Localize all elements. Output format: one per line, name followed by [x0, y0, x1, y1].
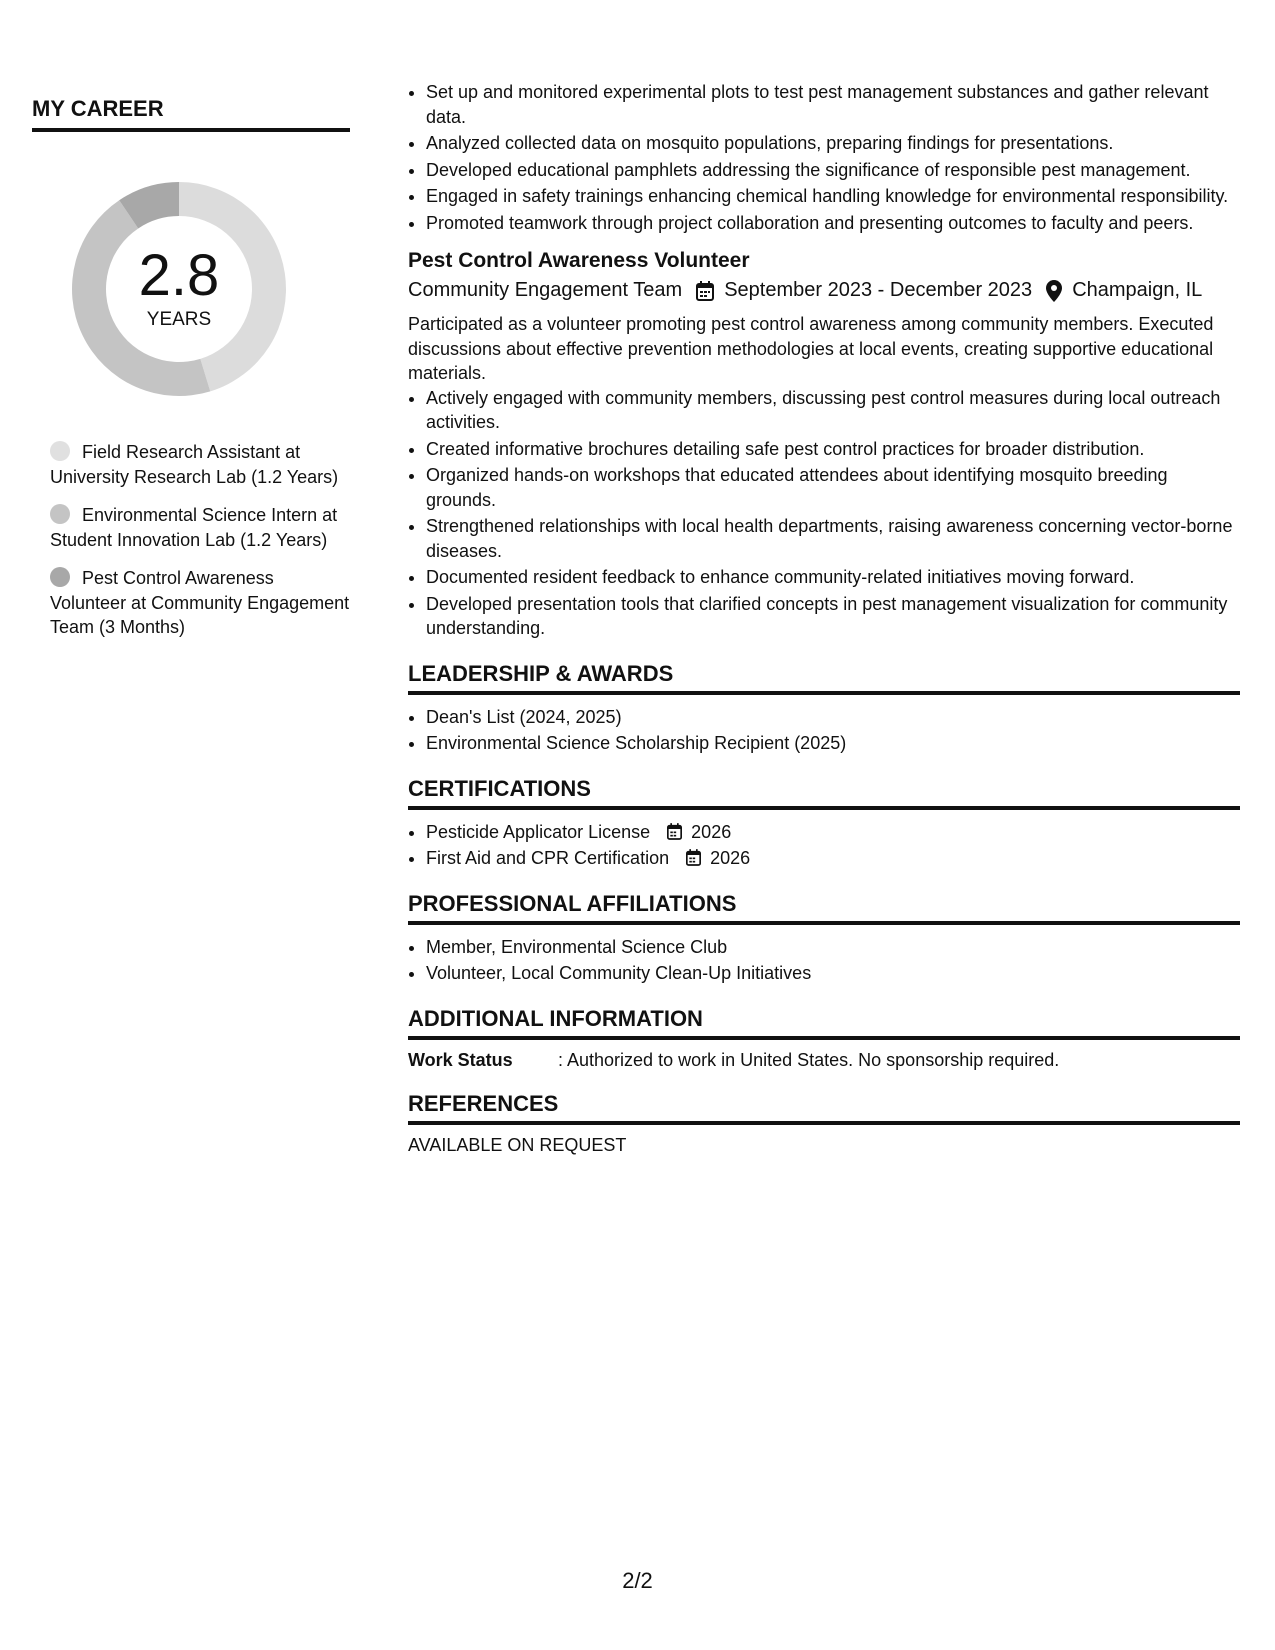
- certifications-heading: CERTIFICATIONS: [408, 776, 1240, 810]
- career-legend: [50, 440, 350, 640]
- list-item: • Developed presentation tools that clarified concepts in pest management visualization for community understanding.: [426, 592, 1240, 641]
- job-bullets: [408, 386, 1240, 641]
- certifications-list: [408, 820, 1240, 871]
- legend-item: [50, 503, 350, 552]
- references-heading: REFERENCES: [408, 1091, 1240, 1125]
- calendar-icon: [686, 849, 701, 866]
- total-years-unit: YEARS: [146, 309, 212, 330]
- affiliations-heading: PROFESSIONAL AFFILIATIONS: [408, 891, 1240, 925]
- list-item: [426, 820, 1240, 845]
- cert-year: 2026: [710, 848, 751, 868]
- list-item: • Volunteer, Local Community Clean-Up Initiatives: [426, 961, 1240, 986]
- references-text: AVAILABLE ON REQUEST: [408, 1134, 627, 1155]
- list-item: • Dean's List (2024, 2025): [426, 705, 1240, 730]
- list-item: • Promoted teamwork through project collaboration and presenting outcomes to faculty and peers.: [426, 211, 1240, 236]
- work-status-row: [408, 1050, 1240, 1071]
- cert-year: 2026: [691, 821, 732, 842]
- legend-dot: [50, 441, 70, 461]
- legend-label: Field Research Assistant at University Research Lab (1.2 Years): [50, 442, 339, 487]
- legend-dot: [50, 567, 70, 587]
- leadership-section: [408, 661, 1240, 756]
- affiliations-list: [408, 935, 1240, 986]
- legend-item: [50, 566, 350, 640]
- list-item: • Set up and monitored experimental plots to test pest management substances and gather relevant data.: [426, 80, 1240, 129]
- page-number: 2/2: [622, 1568, 653, 1593]
- work-status-value: : Authorized to work in United States. No sponsorship required.: [558, 1049, 1060, 1070]
- list-item: • Documented resident feedback to enhance community-related initiatives moving forward.: [426, 565, 1240, 590]
- job-dates: September 2023 - December 2023: [724, 279, 1033, 301]
- location-pin-icon: [1046, 280, 1062, 302]
- career-heading: MY CAREER: [32, 96, 350, 132]
- list-item: • Engaged in safety trainings enhancing chemical handling knowledge for environmental responsibility.: [426, 184, 1240, 209]
- list-item: • Developed educational pamphlets addressing the significance of responsible pest management.: [426, 158, 1240, 183]
- legend-label: Pest Control Awareness Volunteer at Community Engagement Team (3 Months): [50, 568, 350, 637]
- total-years-value: 2.8: [138, 243, 220, 308]
- list-item: • Environmental Science Scholarship Recipient (2025): [426, 731, 1240, 756]
- donut-center: [64, 174, 294, 404]
- cert-name: Pesticide Applicator License: [426, 821, 651, 842]
- list-item: • Organized hands-on workshops that educated attendees about identifying mosquito breeding grounds.: [426, 463, 1240, 512]
- list-item: • Actively engaged with community members, discussing pest control measures during local outreach activities.: [426, 386, 1240, 435]
- main-content: [408, 80, 1240, 1156]
- list-item: [426, 846, 1240, 871]
- certifications-section: [408, 776, 1240, 871]
- references-section: [408, 1091, 1240, 1156]
- leadership-list: [408, 705, 1240, 756]
- legend-dot: [50, 504, 70, 524]
- legend-label: Environmental Science Intern at Student Innovation Lab (1.2 Years): [50, 505, 338, 550]
- work-status-label: Work Status: [408, 1049, 513, 1070]
- calendar-icon: [696, 281, 714, 301]
- additional-heading: ADDITIONAL INFORMATION: [408, 1006, 1240, 1040]
- list-item: • Analyzed collected data on mosquito populations, preparing findings for presentations.: [426, 131, 1240, 156]
- job-description: Participated as a volunteer promoting pest control awareness among community members. Executed discussions about effective prevention methodologies at local events, creating supportive educational materials.: [408, 314, 1214, 383]
- additional-section: [408, 1006, 1240, 1071]
- legend-item: [50, 440, 350, 489]
- leadership-heading: LEADERSHIP & AWARDS: [408, 661, 1240, 695]
- cert-name: First Aid and CPR Certification: [426, 848, 670, 868]
- list-item: • Member, Environmental Science Club: [426, 935, 1240, 960]
- career-donut-chart: [64, 174, 294, 404]
- calendar-icon: [667, 823, 682, 840]
- experience-bullets: [408, 80, 1240, 235]
- job-meta: [408, 279, 1240, 302]
- list-item: • Strengthened relationships with local health departments, raising awareness concerning vector-borne diseases.: [426, 514, 1240, 563]
- list-item: • Created informative brochures detailing safe pest control practices for broader distribution.: [426, 437, 1240, 462]
- affiliations-section: [408, 891, 1240, 986]
- job-org: Community Engagement Team: [408, 279, 683, 301]
- career-panel: [32, 96, 350, 654]
- job-location: Champaign, IL: [1072, 279, 1203, 301]
- job-title: Pest Control Awareness Volunteer: [408, 249, 750, 272]
